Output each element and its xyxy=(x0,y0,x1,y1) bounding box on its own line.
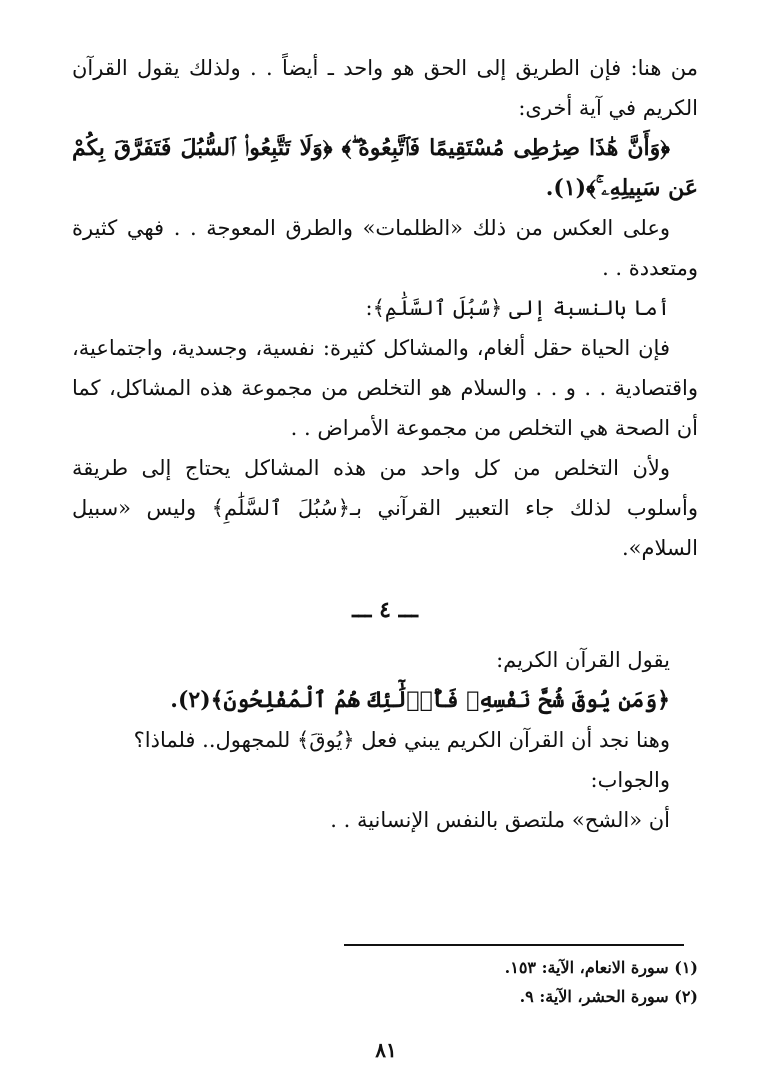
paragraph-8: والجواب: xyxy=(590,768,670,792)
paragraph-7: وهنا نجد أن القرآن الكريم يبني فعل ﴿يُوقَ﴾ للمجهول.. فلماذا؟ xyxy=(133,728,670,752)
footnotes xyxy=(72,953,698,1011)
page-number: ٨١ xyxy=(375,1038,397,1062)
paragraph-9: أن «الشح» ملتصق بالنفس الإنسانية . . xyxy=(330,808,670,832)
footnote-separator xyxy=(344,944,684,946)
footnote-1: (١) سورة الانعام، الآية: ١٥٣. xyxy=(504,958,698,977)
main-text xyxy=(72,48,698,840)
paragraph-2: وعلى العكس من ذلك «الظلمات» والطرق المعوجة . . فهي كثيرة ومتعددة . . xyxy=(72,216,698,280)
paragraph-5: ولأن التخلص من كل واحد من هذه المشاكل يحتاج إلى طريقة وأسلوب لذلك جاء التعبير القرآني بـ﴿سُبُلَ ٱلسَّلَٰمِ﴾ وليس «سبيل السلام». xyxy=(72,456,698,560)
footnote-2: (٢) سورة الحشر، الآية: ٩. xyxy=(519,987,698,1006)
quran-verse-2: ﴿وَمَن يُوقَ شُحَّ نَفْسِهِۦ فَأُو۟لَٰٓئِكَ هُمُ ٱلْمُفْلِحُونَ﴾(٢). xyxy=(170,687,670,713)
paragraph-4: فإن الحياة حقل ألغام، والمشاكل كثيرة: نفسية، وجسدية، واجتماعية، واقتصادية . . و . . والسلام هو التخلص من مجموعة هذه المشاكل، كما أن الصحة هي التخلص من مجموعة الأمراض . . xyxy=(72,336,698,440)
paragraph-3: أما بالنسبة إلى ﴿سُبُلَ ٱلسَّلَٰمِ﴾: xyxy=(365,296,670,320)
quran-verse-1: ﴿وَأَنَّ هَٰذَا صِرَٰطِى مُسْتَقِيمًا فَٱتَّبِعُوهُ ۖ﴾ ﴿وَلَا تَتَّبِعُوا۟ ٱلسُّبُلَ فَتَفَرَّقَ بِكُمْ عَن سَبِيلِهِۦ ۚ﴾(١). xyxy=(72,135,698,201)
paragraph-6: يقول القرآن الكريم: xyxy=(496,648,670,672)
paragraph-1: من هنا: فإن الطريق إلى الحق هو واحد ـ أيضاً . . ولذلك يقول القرآن الكريم في آية أخرى: xyxy=(72,56,698,120)
section-number: ـــ ٤ ـــ xyxy=(352,597,418,623)
